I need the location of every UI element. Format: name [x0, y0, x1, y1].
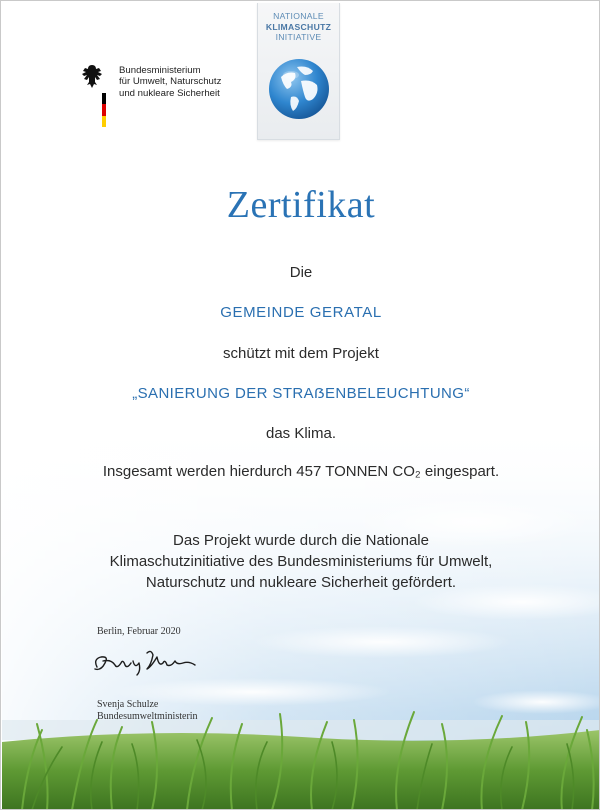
certificate-title: Zertifikat — [226, 184, 376, 226]
globe-icon — [267, 57, 331, 121]
ministry-line: und nukleare Sicherheit — [119, 87, 220, 99]
funding-statement — [1, 530, 600, 593]
signer-name: Svenja Schulze — [97, 699, 159, 710]
german-flag-bar — [102, 93, 106, 127]
initiative-line: NATIONALE — [273, 11, 324, 21]
funding-line: Klimaschutzinitiative des Bundesministeriums für Umwelt, — [109, 553, 493, 570]
signature-image — [91, 645, 201, 679]
flag-stripe-gold — [102, 116, 106, 127]
recipient-name: GEMEINDE GERATAL — [220, 304, 382, 321]
flag-stripe-black — [102, 93, 106, 104]
ministry-name — [119, 65, 221, 99]
climate-initiative-badge — [257, 3, 340, 140]
ministry-line: Bundesministerium — [119, 65, 201, 76]
signer-block — [97, 699, 198, 722]
federal-eagle-icon — [79, 63, 105, 93]
initiative-line: KLIMASCHUTZ — [265, 21, 332, 32]
intro-text: Die — [289, 264, 313, 281]
initiative-name — [258, 11, 339, 43]
funding-line: Das Projekt wurde durch die Nationale — [173, 532, 429, 549]
signer-title: Bundesumweltministerin — [97, 710, 198, 722]
climate-text: das Klima. — [265, 425, 337, 442]
flag-stripe-red — [102, 104, 106, 115]
initiative-line: INITIATIVE — [275, 32, 322, 42]
ministry-line: für Umwelt, Naturschutz — [119, 76, 222, 88]
project-name: „SANIERUNG DER STRAẞENBELEUCHTUNG“ — [132, 385, 470, 402]
protects-text: schützt mit dem Projekt — [223, 345, 379, 362]
ministry-logo — [79, 63, 259, 127]
issue-date: Berlin, Februar 2020 — [97, 626, 181, 637]
savings-text: Insgesamt werden hierdurch 457 TONNEN CO₂ eingespart. — [102, 463, 500, 480]
funding-line: Naturschutz und nukleare Sicherheit gefördert. — [145, 574, 457, 591]
